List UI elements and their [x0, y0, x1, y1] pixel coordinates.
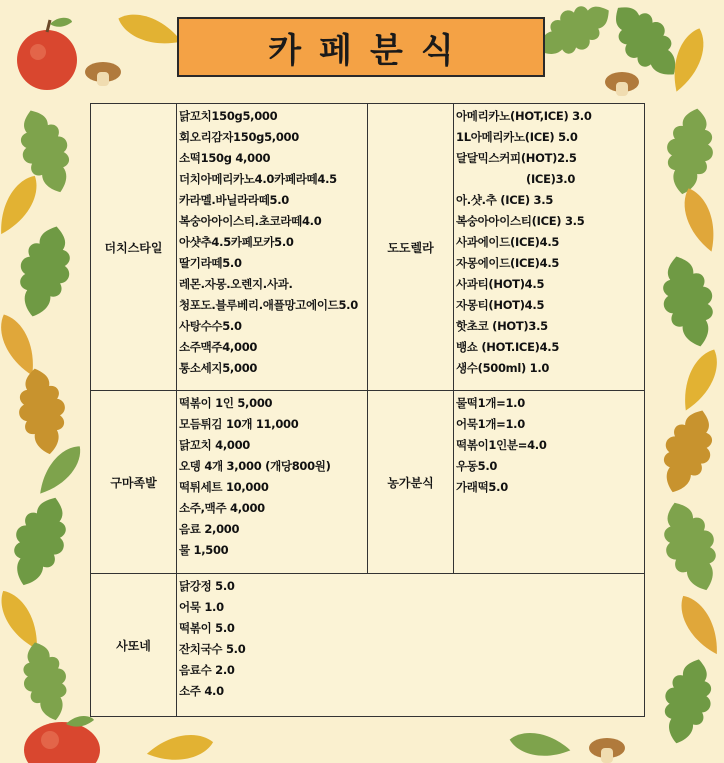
menu-item: 아메리카노(HOT,ICE) 3.0	[456, 109, 592, 123]
autumn-leaf-icon	[114, 7, 185, 52]
menu-item: 떡볶이 1인 5,000	[179, 396, 273, 410]
shop-menu-list	[177, 391, 368, 574]
mushroom-icon	[605, 72, 639, 96]
menu-item: 복숭아아이스티.초코라떼4.0	[179, 214, 322, 228]
menu-item: 물떡1개=1.0	[456, 396, 525, 410]
menu-item: 핫초코 (HOT)3.5	[456, 319, 548, 333]
oak-leaf-icon	[651, 403, 724, 500]
menu-item: 가래떡5.0	[456, 480, 508, 494]
oak-leaf-icon	[652, 250, 724, 353]
menu-item: 음료수 2.0	[179, 663, 235, 677]
menu-item: 청포도.블루베리.애플망고에이드5.0	[179, 298, 358, 312]
mushroom-icon	[589, 738, 625, 763]
menu-item: 사과에이드(ICE)4.5	[456, 235, 560, 249]
autumn-leaf-icon	[32, 440, 88, 501]
title-banner	[177, 17, 545, 77]
menu-item: 어묵 1.0	[179, 600, 224, 614]
shop-name: 구마족발	[91, 391, 177, 574]
menu-item: 자몽에이드(ICE)4.5	[456, 256, 560, 270]
menu-item: 소떡150g 4,000	[179, 151, 271, 165]
menu-item: 딸기라떼5.0	[179, 256, 242, 270]
menu-item: 물 1,500	[179, 543, 229, 557]
menu-item: 더치아메리카노4.0카페라떼4.5	[179, 172, 337, 186]
menu-item: 자몽티(HOT)4.5	[456, 298, 545, 312]
menu-item: (ICE)3.0	[526, 172, 576, 186]
shop-menu-list	[177, 104, 368, 391]
autumn-leaf-icon	[677, 184, 722, 255]
shop-menu-list	[454, 104, 645, 391]
menu-item: 떡볶이1인분=4.0	[456, 438, 547, 452]
menu-item: 아샷추4.5카페모카5.0	[179, 235, 294, 249]
menu-item: 복숭아아이스티(ICE) 3.5	[456, 214, 585, 228]
autumn-leaf-icon	[673, 590, 724, 660]
shop-name: 도도렐라	[368, 104, 454, 391]
menu-item: 음료 2,000	[179, 522, 240, 536]
oak-leaf-icon	[0, 489, 78, 593]
apple-icon	[24, 716, 100, 763]
oak-leaf-icon	[9, 220, 81, 323]
menu-item: 닭강정 5.0	[179, 579, 235, 593]
menu-item: 뱅쇼 (HOT.ICE)4.5	[456, 340, 560, 354]
menu-item: 모듬튀김 10개 11,000	[179, 417, 299, 431]
menu-table	[90, 103, 645, 717]
menu-item: 오뎅 4개 3,000 (개당800원)	[179, 459, 331, 473]
shop-name: 사또네	[91, 574, 177, 717]
table-row	[91, 104, 645, 391]
table-row	[91, 391, 645, 574]
menu-item: 레몬.자몽.오렌지.사과.	[179, 277, 293, 291]
menu-item: 1L아메리카노(ICE) 5.0	[456, 130, 578, 144]
autumn-leaf-icon	[675, 345, 724, 416]
mushroom-icon	[85, 62, 121, 86]
menu-item: 카라멜.바닐라라떼5.0	[179, 193, 290, 207]
oak-leaf-icon	[659, 105, 720, 199]
menu-item: 소주,맥주 4,000	[179, 501, 265, 515]
menu-item: 우동5.0	[456, 459, 498, 473]
oak-leaf-icon	[12, 365, 73, 459]
menu-item: 사탕수수5.0	[179, 319, 242, 333]
menu-item: 회오리감자150g5,000	[179, 130, 299, 144]
table-row	[91, 574, 645, 717]
menu-item: 어묵1개=1.0	[456, 417, 525, 431]
menu-item: 떡튀세트 10,000	[179, 480, 269, 494]
page-title: 카페분식	[268, 30, 472, 71]
menu-item: 사과티(HOT)4.5	[456, 277, 545, 291]
menu-item: 달달믹스커피(HOT)2.5	[456, 151, 577, 165]
menu-item: 소주맥주4,000	[179, 340, 258, 354]
shop-name: 농가분식	[368, 391, 454, 574]
menu-item: 떡볶이 5.0	[179, 621, 235, 635]
apple-icon	[17, 18, 77, 90]
menu-item: 닭꼬치150g5,000	[179, 109, 278, 123]
shop-menu-list	[454, 391, 645, 574]
autumn-leaf-icon	[508, 729, 572, 761]
oak-leaf-icon	[654, 653, 721, 749]
menu-item: 잔치국수 5.0	[179, 642, 246, 656]
menu-item: 생수(500ml) 1.0	[456, 361, 550, 375]
autumn-leaf-icon	[145, 731, 215, 763]
shop-name: 더치스타일	[91, 104, 177, 391]
autumn-leaf-icon	[0, 170, 45, 240]
menu-item: 통소세지5,000	[179, 361, 258, 375]
menu-item: 닭꼬치 4,000	[179, 438, 251, 452]
oak-leaf-icon	[651, 494, 724, 598]
shop-menu-list	[177, 574, 645, 717]
menu-item: 아.샷.추 (ICE) 3.5	[456, 193, 554, 207]
oak-leaf-icon	[14, 637, 76, 726]
menu-item: 소주 4.0	[179, 684, 224, 698]
